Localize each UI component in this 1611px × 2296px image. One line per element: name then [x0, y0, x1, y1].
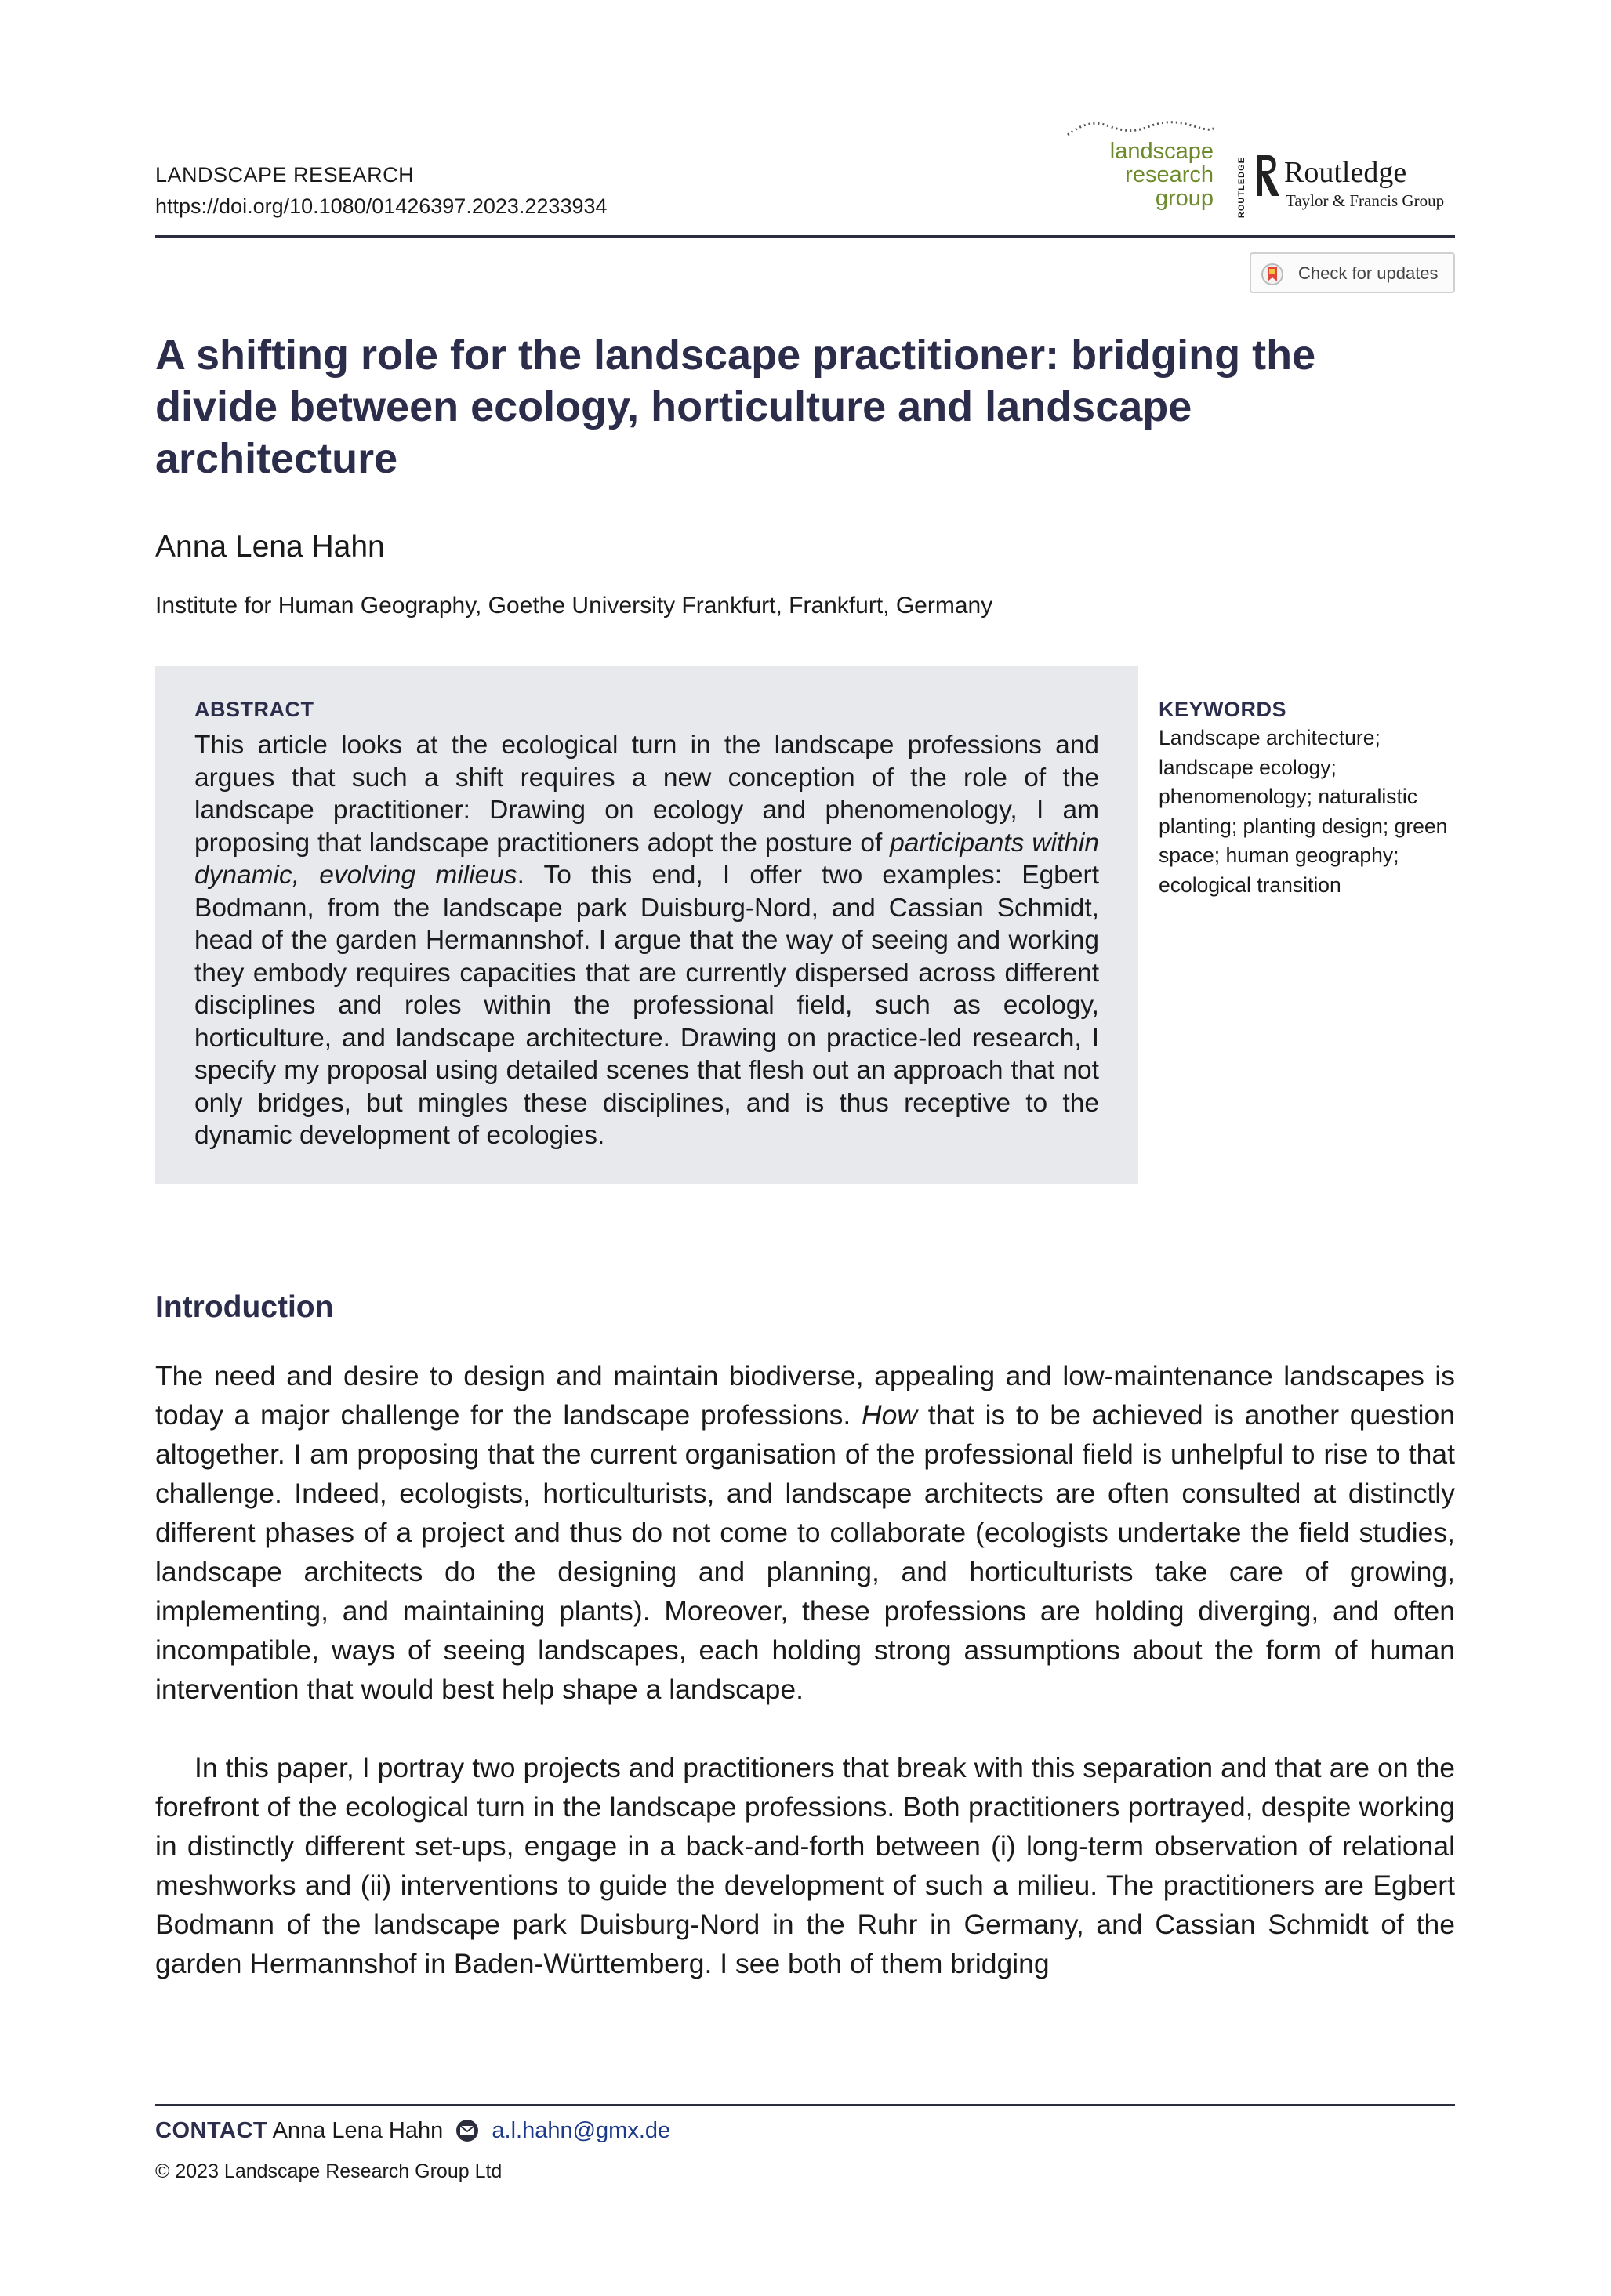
contact-name: Anna Lena Hahn [272, 2118, 444, 2143]
journal-name: LANDSCAPE RESEARCH [155, 163, 415, 187]
paragraph-1-italic: How [862, 1399, 918, 1431]
abstract-text-part-1: This article looks at the ecological turn in the landscape professions and argues that such a shift requires a new conception of the role of the landscape practitioner: Drawing on ecology and phenomenology, I am proposing that landscape practitioners adopt the posture of [194, 731, 1099, 858]
check-for-updates-label: Check for updates [1298, 263, 1439, 283]
publisher-subtitle: Taylor & Francis Group [1286, 191, 1445, 210]
abstract-italic-phrase: participants within dynamic, evolving milieus [194, 828, 1099, 890]
introduction-paragraph-1 [155, 1356, 1455, 1709]
author-name: Anna Lena Hahn [155, 530, 385, 564]
keywords-heading: KEYWORDS [1159, 698, 1287, 721]
paragraph-1-part-1: The need and desire to design and maintain biodiverse, appealing and low-maintenance landscapes is today a major challenge for the landscape professions. [155, 1360, 1455, 1431]
contact-line [155, 2118, 670, 2144]
abstract-heading: ABSTRACT [194, 698, 314, 721]
copyright-notice: © 2023 Landscape Research Group Ltd [155, 2160, 503, 2182]
keywords-section [1159, 698, 1464, 900]
footer-divider [155, 2104, 1455, 2106]
landscape-wave-icon [1066, 118, 1215, 138]
logo-line-2: research [1125, 162, 1214, 187]
crossmark-icon [1261, 263, 1284, 286]
logo-line-3: group [1155, 186, 1214, 211]
introduction-heading: Introduction [155, 1290, 334, 1324]
article-title: A shifting role for the landscape practitioner: bridging the divide between ecology, horticulture and landscape architecture [155, 332, 1316, 482]
page-header [155, 118, 1455, 235]
introduction-paragraph-2: In this paper, I portray two projects and practitioners that break with this separation and that are on the forefront of the ecological turn in the landscape professions. Both practitioners portrayed, despite working in distinctly different set-ups, engage in a back-and-forth between (i) long-term observation of relational meshworks and (ii) interventions to guide the development of such a milieu. The practitioners are Egbert Bodmann of the landscape park Duisburg-Nord in the Ruhr in Germany, and Cassian Schmidt of the garden Hermannshof in Baden-Württemberg. I see both of them bridging [155, 1752, 1455, 1979]
routledge-vertical-text: ROUTLEDGE [1237, 157, 1246, 219]
keywords-list: Landscape architecture; landscape ecology; phenomenology; naturalistic planting; planting design; green space; human geography; ecological transition [1159, 726, 1448, 897]
landscape-research-group-logo [1065, 118, 1214, 219]
check-for-updates-button[interactable] [1250, 252, 1455, 293]
header-divider [155, 235, 1455, 238]
author-affiliation: Institute for Human Geography, Goethe University Frankfurt, Frankfurt, Germany [155, 593, 993, 618]
abstract-text-part-2: . To this end, I offer two examples: Egbert Bodmann, from the landscape park Duisburg-Nord, and Cassian Schmidt, head of the garden Hermannshof. I argue that the way of seeing and working they embody requires capacities that are currently dispersed across different disciplines and roles within the professional field, such as ecology, horticulture, and landscape architecture. Drawing on practice-led research, I specify my proposal using detailed scenes that flesh out an approach that not only bridges, but mingles these disciplines, and is thus receptive to the dynamic development of ecologies. [194, 861, 1099, 1150]
publisher-name: Routledge [1284, 156, 1407, 189]
contact-email-link[interactable]: a.l.hahn@gmx.de [492, 2118, 671, 2143]
contact-label: CONTACT [155, 2118, 268, 2143]
mail-icon [454, 2119, 481, 2142]
logo-line-1: landscape [1109, 139, 1214, 164]
routledge-r-icon [1254, 154, 1281, 198]
routledge-logo [1237, 154, 1457, 219]
abstract-text [194, 729, 1099, 1152]
abstract-box [155, 666, 1138, 1184]
paragraph-1-part-2: that is to be achieved is another question altogether. I am proposing that the current organisation of the professional field is unhelpful to rise to that challenge. Indeed, ecologists, horticulturists, and landscape architects are often consulted at distinctly different phases of a project and thus do not come to collaborate (ecologists undertake the field studies, landscape architects do the designing and planning, and horticulturists take care of growing, implementing, and maintaining plants). Moreover, these professions are holding diverging, and often incompatible, ways of seeing landscapes, each holding strong assumptions about the form of human intervention that would best help shape a landscape. [155, 1399, 1455, 1705]
doi-link[interactable]: https://doi.org/10.1080/01426397.2023.2233934 [155, 194, 608, 218]
